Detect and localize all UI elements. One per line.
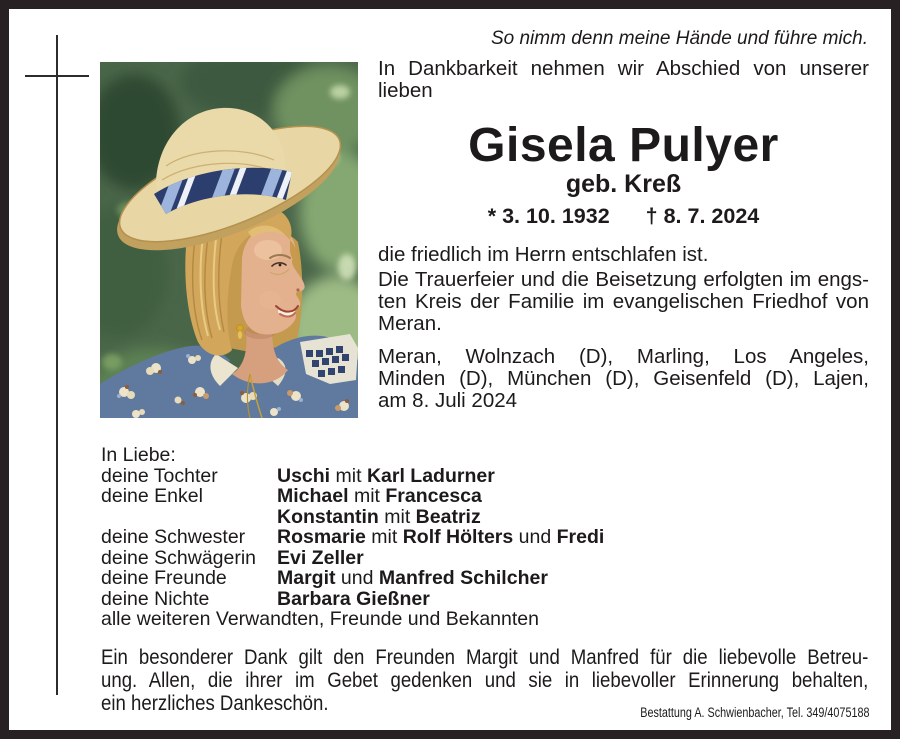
- portrait-photo: [100, 62, 358, 418]
- relation-label: deine Schwägerin: [101, 546, 257, 569]
- birth-date: * 3. 10. 1932: [487, 204, 610, 228]
- in-love-label: In Liebe:: [101, 444, 176, 466]
- deceased-name: Gisela Pulyer: [468, 119, 779, 172]
- announcement-column: [378, 58, 869, 412]
- mourner-names: Margit und Manfred Schilcher: [277, 567, 548, 589]
- relation-label: deine Enkel: [101, 485, 203, 507]
- portrait-illustration: [100, 62, 358, 418]
- mourner-row: [101, 589, 869, 610]
- life-dates: [378, 205, 869, 228]
- intro-line: lieben: [378, 79, 433, 102]
- mourner-names: Rosmarie mit Rolf Hölters und Fredi: [277, 526, 605, 548]
- memorial-cross-icon: [25, 75, 89, 77]
- funeral-notice: Die Trauerfeier und die Beisetzung erfolgten im engs- ten Kreis der Familie im evangelischen Friedhof von Meran.: [378, 268, 869, 335]
- mourner-row: [101, 527, 869, 548]
- mourner-row: [101, 486, 869, 507]
- relation-label: deine Freunde: [101, 567, 227, 589]
- memorial-quote: So nimm denn meine Hände und führe mich.: [490, 28, 868, 49]
- passing-text: die friedlich im Herrn entschlafen ist.: [378, 243, 709, 266]
- mourner-row: [101, 548, 869, 569]
- mourner-names: Barbara Gießner: [277, 587, 430, 610]
- relation-label: deine Nichte: [101, 587, 210, 610]
- intro-line: In Dankbarkeit nehmen wir Abschied von unserer: [378, 57, 869, 80]
- thanks-paragraph: Ein besonderer Dank gilt den Freunden Margit und Manfred für die liebevolle Betreu- ung. Allen, die ihrer im Gebet gedenken und sie in liebevoller Erinnerung behalten, ein herzliches Dankeschön.: [101, 646, 869, 715]
- mourner-names: Evi Zeller: [277, 546, 364, 569]
- relation-label: deine Tochter: [101, 464, 218, 487]
- maiden-name: geb. Kreß: [565, 170, 682, 198]
- relation-label: [101, 507, 277, 528]
- mourner-names: Uschi mit Karl Ladurner: [277, 464, 495, 487]
- memorial-cross-icon: [56, 35, 58, 695]
- places-list: Meran, Wolnzach (D), Marling, Los Angeles, Minden (D), München (D), Geisenfeld (D), Lajen, am 8. Juli 2024: [378, 345, 869, 412]
- relation-label: deine Schwester: [101, 526, 246, 548]
- mourners-list: [101, 445, 869, 630]
- mourner-names: Michael mit Francesca: [277, 485, 482, 507]
- mourner-names: Konstantin mit Beatriz: [277, 505, 481, 528]
- mourner-row: [101, 507, 869, 528]
- mourner-row: [101, 568, 869, 589]
- undertaker-credit: Bestattung A. Schwienbacher, Tel. 349/4075188: [639, 705, 869, 720]
- earring: [237, 325, 243, 331]
- mourner-row: [101, 466, 869, 487]
- all-others-text: alle weiteren Verwandten, Freunde und Bekannten: [101, 608, 539, 630]
- death-date: † 8. 7. 2024: [645, 204, 760, 228]
